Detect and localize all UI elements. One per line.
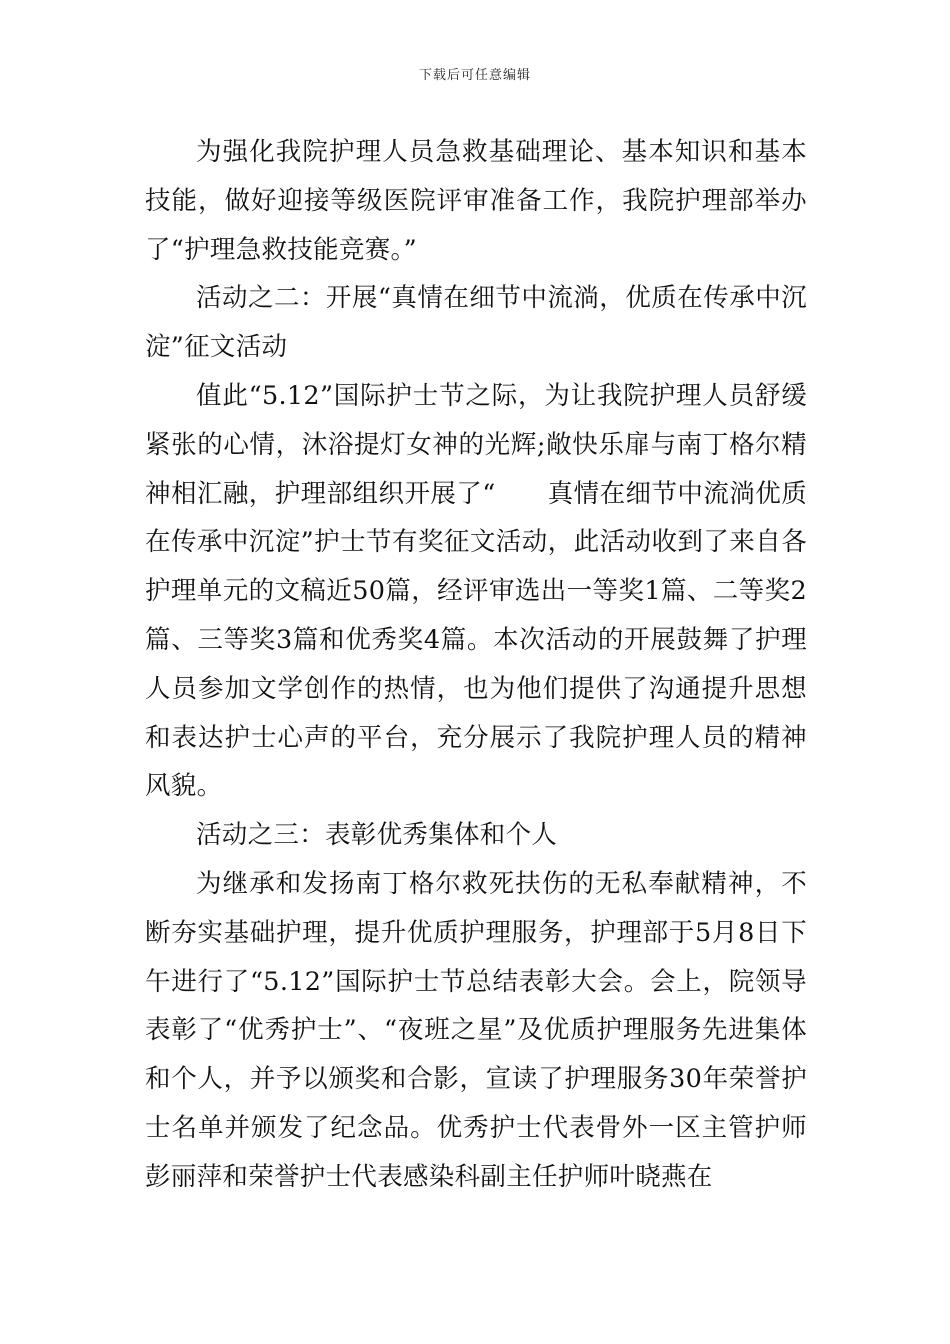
paragraph-essay-contest: 值此“5.12”国际护士节之际，为让我院护理人员舒缓紧张的心情，沐浴提灯女神的光辉;敞快乐扉与南丁格尔精神相汇融，护理部组织开展了“ 真情在细节中流淌优质在传承中沉淀”护士节有奖征文活动，此活动收到了来自各护理单元的文稿近50篇，经评审选出一等奖1篇、二等奖2篇、三等奖3篇和优秀奖4篇。本次活动的开展鼓舞了护理人员参加文学创作的热情，也为他们提供了沟通提升思想和表达护士心声的平台，充分展示了我院护理人员的精神风貌。	[145, 380, 807, 802]
paragraph-activity-two-heading: 活动之二：开展“真情在细节中流淌，优质在传承中沉淀”征文活动	[145, 283, 807, 363]
document-body	[145, 128, 807, 1202]
paragraph-activity-three-heading: 活动之三：表彰优秀集体和个人	[196, 820, 558, 851]
paragraph-intro: 为强化我院护理人员急救基础理论、基本知识和基本技能，做好迎接等级医院评审准备工作，我院护理部举办了“护理急救技能竞赛。”	[145, 137, 807, 265]
page-header-note: 下载后可任意编辑	[418, 68, 531, 83]
paragraph-commendation: 为继承和发扬南丁格尔救死扶伤的无私奉献精神，不断夯实基础护理，提升优质护理服务，护理部于5月8日下午进行了“5.12”国际护士节总结表彰大会。会上，院领导表彰了“优秀护士”、“夜班之星”及优质护理服务先进集体和个人，并予以颁奖和合影，宣读了护理服务30年荣誉护士名单并颁发了纪念品。优秀护士代表骨外一区主管护师彭丽萍和荣誉护士代表感染科副主任护师叶晓燕在	[145, 868, 807, 1192]
